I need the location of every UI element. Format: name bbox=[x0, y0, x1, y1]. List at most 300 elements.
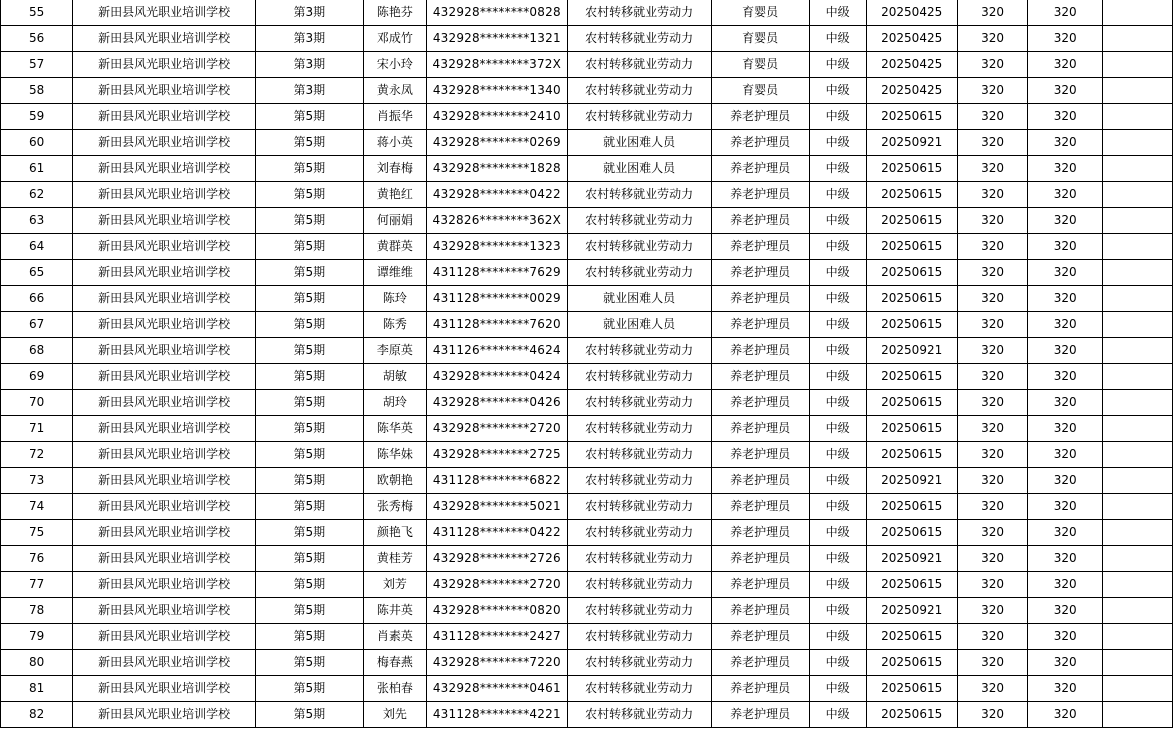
cell-date[interactable]: 20250615 bbox=[866, 104, 957, 130]
cell-occupation[interactable]: 养老护理员 bbox=[711, 650, 809, 676]
cell-amount[interactable]: 320 bbox=[1028, 624, 1103, 650]
cell-term[interactable]: 第5期 bbox=[255, 416, 363, 442]
cell-term[interactable]: 第5期 bbox=[255, 234, 363, 260]
cell-occupation[interactable]: 养老护理员 bbox=[711, 312, 809, 338]
cell-amount[interactable]: 320 bbox=[1028, 572, 1103, 598]
cell-category[interactable]: 农村转移就业劳动力 bbox=[567, 546, 711, 572]
cell-amount[interactable]: 320 bbox=[1028, 416, 1103, 442]
cell-seq-no[interactable]: 62 bbox=[1, 182, 73, 208]
cell-name[interactable]: 何丽娟 bbox=[363, 208, 426, 234]
cell-level[interactable]: 中级 bbox=[809, 416, 866, 442]
cell-category[interactable]: 就业困难人员 bbox=[567, 130, 711, 156]
cell-subsidy[interactable]: 320 bbox=[957, 520, 1028, 546]
cell-seq-no[interactable]: 67 bbox=[1, 312, 73, 338]
cell-subsidy[interactable]: 320 bbox=[957, 676, 1028, 702]
cell-school[interactable]: 新田县风光职业培训学校 bbox=[73, 156, 256, 182]
cell-occupation[interactable]: 育婴员 bbox=[711, 52, 809, 78]
cell-empty[interactable] bbox=[1102, 78, 1172, 104]
cell-category[interactable]: 农村转移就业劳动力 bbox=[567, 494, 711, 520]
cell-amount[interactable]: 320 bbox=[1028, 702, 1103, 728]
cell-seq-no[interactable]: 56 bbox=[1, 26, 73, 52]
cell-empty[interactable] bbox=[1102, 338, 1172, 364]
cell-amount[interactable]: 320 bbox=[1028, 130, 1103, 156]
cell-school[interactable]: 新田县风光职业培训学校 bbox=[73, 546, 256, 572]
cell-subsidy[interactable]: 320 bbox=[957, 416, 1028, 442]
cell-occupation[interactable]: 育婴员 bbox=[711, 0, 809, 26]
cell-date[interactable]: 20250921 bbox=[866, 130, 957, 156]
cell-school[interactable]: 新田县风光职业培训学校 bbox=[73, 572, 256, 598]
cell-level[interactable]: 中级 bbox=[809, 546, 866, 572]
cell-category[interactable]: 农村转移就业劳动力 bbox=[567, 0, 711, 26]
cell-amount[interactable]: 320 bbox=[1028, 390, 1103, 416]
cell-level[interactable]: 中级 bbox=[809, 130, 866, 156]
cell-date[interactable]: 20250615 bbox=[866, 624, 957, 650]
cell-school[interactable]: 新田县风光职业培训学校 bbox=[73, 26, 256, 52]
cell-school[interactable]: 新田县风光职业培训学校 bbox=[73, 0, 256, 26]
cell-empty[interactable] bbox=[1102, 702, 1172, 728]
cell-level[interactable]: 中级 bbox=[809, 468, 866, 494]
cell-term[interactable]: 第5期 bbox=[255, 520, 363, 546]
cell-category[interactable]: 农村转移就业劳动力 bbox=[567, 572, 711, 598]
cell-id-number[interactable]: 432826********362X bbox=[426, 208, 567, 234]
cell-date[interactable]: 20250615 bbox=[866, 442, 957, 468]
cell-school[interactable]: 新田县风光职业培训学校 bbox=[73, 78, 256, 104]
cell-amount[interactable]: 320 bbox=[1028, 78, 1103, 104]
cell-category[interactable]: 农村转移就业劳动力 bbox=[567, 338, 711, 364]
cell-seq-no[interactable]: 55 bbox=[1, 0, 73, 26]
cell-name[interactable]: 黄艳红 bbox=[363, 182, 426, 208]
cell-seq-no[interactable]: 57 bbox=[1, 52, 73, 78]
cell-date[interactable]: 20250921 bbox=[866, 338, 957, 364]
cell-school[interactable]: 新田县风光职业培训学校 bbox=[73, 520, 256, 546]
cell-id-number[interactable]: 432928********0828 bbox=[426, 0, 567, 26]
cell-seq-no[interactable]: 75 bbox=[1, 520, 73, 546]
cell-id-number[interactable]: 431128********6822 bbox=[426, 468, 567, 494]
cell-id-number[interactable]: 431128********0422 bbox=[426, 520, 567, 546]
cell-level[interactable]: 中级 bbox=[809, 0, 866, 26]
cell-subsidy[interactable]: 320 bbox=[957, 468, 1028, 494]
cell-subsidy[interactable]: 320 bbox=[957, 546, 1028, 572]
cell-empty[interactable] bbox=[1102, 650, 1172, 676]
cell-school[interactable]: 新田县风光职业培训学校 bbox=[73, 442, 256, 468]
cell-term[interactable]: 第5期 bbox=[255, 182, 363, 208]
cell-level[interactable]: 中级 bbox=[809, 286, 866, 312]
cell-amount[interactable]: 320 bbox=[1028, 494, 1103, 520]
cell-school[interactable]: 新田县风光职业培训学校 bbox=[73, 390, 256, 416]
cell-seq-no[interactable]: 59 bbox=[1, 104, 73, 130]
cell-id-number[interactable]: 432928********1828 bbox=[426, 156, 567, 182]
cell-term[interactable]: 第3期 bbox=[255, 0, 363, 26]
cell-id-number[interactable]: 432928********0269 bbox=[426, 130, 567, 156]
cell-category[interactable]: 农村转移就业劳动力 bbox=[567, 442, 711, 468]
cell-category[interactable]: 农村转移就业劳动力 bbox=[567, 702, 711, 728]
cell-category[interactable]: 农村转移就业劳动力 bbox=[567, 78, 711, 104]
cell-id-number[interactable]: 432928********2720 bbox=[426, 416, 567, 442]
cell-date[interactable]: 20250615 bbox=[866, 702, 957, 728]
cell-seq-no[interactable]: 68 bbox=[1, 338, 73, 364]
cell-level[interactable]: 中级 bbox=[809, 26, 866, 52]
cell-term[interactable]: 第5期 bbox=[255, 130, 363, 156]
cell-subsidy[interactable]: 320 bbox=[957, 390, 1028, 416]
cell-term[interactable]: 第5期 bbox=[255, 546, 363, 572]
cell-level[interactable]: 中级 bbox=[809, 494, 866, 520]
cell-level[interactable]: 中级 bbox=[809, 364, 866, 390]
cell-id-number[interactable]: 432928********0461 bbox=[426, 676, 567, 702]
cell-subsidy[interactable]: 320 bbox=[957, 52, 1028, 78]
cell-category[interactable]: 农村转移就业劳动力 bbox=[567, 390, 711, 416]
cell-amount[interactable]: 320 bbox=[1028, 364, 1103, 390]
cell-category[interactable]: 农村转移就业劳动力 bbox=[567, 26, 711, 52]
cell-empty[interactable] bbox=[1102, 312, 1172, 338]
cell-level[interactable]: 中级 bbox=[809, 78, 866, 104]
cell-subsidy[interactable]: 320 bbox=[957, 494, 1028, 520]
cell-id-number[interactable]: 432928********1321 bbox=[426, 26, 567, 52]
cell-school[interactable]: 新田县风光职业培训学校 bbox=[73, 624, 256, 650]
cell-occupation[interactable]: 养老护理员 bbox=[711, 156, 809, 182]
cell-seq-no[interactable]: 60 bbox=[1, 130, 73, 156]
cell-category[interactable]: 农村转移就业劳动力 bbox=[567, 182, 711, 208]
cell-category[interactable]: 农村转移就业劳动力 bbox=[567, 104, 711, 130]
cell-school[interactable]: 新田县风光职业培训学校 bbox=[73, 130, 256, 156]
cell-amount[interactable]: 320 bbox=[1028, 182, 1103, 208]
cell-name[interactable]: 陈玲 bbox=[363, 286, 426, 312]
cell-occupation[interactable]: 养老护理员 bbox=[711, 624, 809, 650]
cell-seq-no[interactable]: 58 bbox=[1, 78, 73, 104]
cell-name[interactable]: 梅春燕 bbox=[363, 650, 426, 676]
cell-occupation[interactable]: 养老护理员 bbox=[711, 338, 809, 364]
cell-category[interactable]: 就业困难人员 bbox=[567, 286, 711, 312]
cell-category[interactable]: 农村转移就业劳动力 bbox=[567, 208, 711, 234]
cell-date[interactable]: 20250615 bbox=[866, 286, 957, 312]
cell-id-number[interactable]: 432928********0820 bbox=[426, 598, 567, 624]
cell-school[interactable]: 新田县风光职业培训学校 bbox=[73, 286, 256, 312]
cell-empty[interactable] bbox=[1102, 104, 1172, 130]
cell-category[interactable]: 农村转移就业劳动力 bbox=[567, 676, 711, 702]
cell-school[interactable]: 新田县风光职业培训学校 bbox=[73, 52, 256, 78]
cell-empty[interactable] bbox=[1102, 546, 1172, 572]
cell-level[interactable]: 中级 bbox=[809, 650, 866, 676]
cell-empty[interactable] bbox=[1102, 624, 1172, 650]
cell-subsidy[interactable]: 320 bbox=[957, 104, 1028, 130]
cell-level[interactable]: 中级 bbox=[809, 624, 866, 650]
cell-school[interactable]: 新田县风光职业培训学校 bbox=[73, 312, 256, 338]
cell-seq-no[interactable]: 77 bbox=[1, 572, 73, 598]
cell-term[interactable]: 第5期 bbox=[255, 156, 363, 182]
cell-empty[interactable] bbox=[1102, 416, 1172, 442]
cell-name[interactable]: 黄群英 bbox=[363, 234, 426, 260]
cell-school[interactable]: 新田县风光职业培训学校 bbox=[73, 650, 256, 676]
cell-id-number[interactable]: 431128********7629 bbox=[426, 260, 567, 286]
cell-name[interactable]: 陈华妹 bbox=[363, 442, 426, 468]
cell-occupation[interactable]: 养老护理员 bbox=[711, 130, 809, 156]
cell-level[interactable]: 中级 bbox=[809, 338, 866, 364]
cell-empty[interactable] bbox=[1102, 260, 1172, 286]
cell-category[interactable]: 农村转移就业劳动力 bbox=[567, 364, 711, 390]
cell-name[interactable]: 陈井英 bbox=[363, 598, 426, 624]
cell-category[interactable]: 农村转移就业劳动力 bbox=[567, 624, 711, 650]
cell-amount[interactable]: 320 bbox=[1028, 676, 1103, 702]
cell-level[interactable]: 中级 bbox=[809, 234, 866, 260]
cell-occupation[interactable]: 养老护理员 bbox=[711, 702, 809, 728]
cell-amount[interactable]: 320 bbox=[1028, 26, 1103, 52]
cell-subsidy[interactable]: 320 bbox=[957, 702, 1028, 728]
cell-occupation[interactable]: 养老护理员 bbox=[711, 416, 809, 442]
cell-school[interactable]: 新田县风光职业培训学校 bbox=[73, 676, 256, 702]
cell-name[interactable]: 刘先 bbox=[363, 702, 426, 728]
cell-school[interactable]: 新田县风光职业培训学校 bbox=[73, 364, 256, 390]
cell-seq-no[interactable]: 71 bbox=[1, 416, 73, 442]
cell-amount[interactable]: 320 bbox=[1028, 468, 1103, 494]
cell-empty[interactable] bbox=[1102, 442, 1172, 468]
cell-level[interactable]: 中级 bbox=[809, 702, 866, 728]
cell-amount[interactable]: 320 bbox=[1028, 286, 1103, 312]
cell-term[interactable]: 第3期 bbox=[255, 52, 363, 78]
cell-subsidy[interactable]: 320 bbox=[957, 442, 1028, 468]
cell-date[interactable]: 20250615 bbox=[866, 182, 957, 208]
cell-category[interactable]: 农村转移就业劳动力 bbox=[567, 650, 711, 676]
cell-school[interactable]: 新田县风光职业培训学校 bbox=[73, 416, 256, 442]
cell-term[interactable]: 第5期 bbox=[255, 468, 363, 494]
cell-occupation[interactable]: 养老护理员 bbox=[711, 390, 809, 416]
cell-seq-no[interactable]: 79 bbox=[1, 624, 73, 650]
cell-date[interactable]: 20250615 bbox=[866, 676, 957, 702]
cell-id-number[interactable]: 431128********7620 bbox=[426, 312, 567, 338]
cell-name[interactable]: 邓成竹 bbox=[363, 26, 426, 52]
cell-level[interactable]: 中级 bbox=[809, 208, 866, 234]
cell-term[interactable]: 第5期 bbox=[255, 338, 363, 364]
cell-level[interactable]: 中级 bbox=[809, 572, 866, 598]
cell-id-number[interactable]: 431128********0029 bbox=[426, 286, 567, 312]
cell-date[interactable]: 20250921 bbox=[866, 546, 957, 572]
cell-level[interactable]: 中级 bbox=[809, 182, 866, 208]
cell-id-number[interactable]: 432928********7220 bbox=[426, 650, 567, 676]
cell-category[interactable]: 农村转移就业劳动力 bbox=[567, 598, 711, 624]
cell-date[interactable]: 20250615 bbox=[866, 156, 957, 182]
cell-name[interactable]: 黄桂芳 bbox=[363, 546, 426, 572]
cell-name[interactable]: 颜艳飞 bbox=[363, 520, 426, 546]
cell-subsidy[interactable]: 320 bbox=[957, 260, 1028, 286]
cell-empty[interactable] bbox=[1102, 520, 1172, 546]
cell-amount[interactable]: 320 bbox=[1028, 52, 1103, 78]
cell-id-number[interactable]: 432928********1323 bbox=[426, 234, 567, 260]
cell-school[interactable]: 新田县风光职业培训学校 bbox=[73, 338, 256, 364]
cell-subsidy[interactable]: 320 bbox=[957, 78, 1028, 104]
cell-subsidy[interactable]: 320 bbox=[957, 598, 1028, 624]
cell-occupation[interactable]: 养老护理员 bbox=[711, 104, 809, 130]
cell-subsidy[interactable]: 320 bbox=[957, 0, 1028, 26]
cell-name[interactable]: 胡敏 bbox=[363, 364, 426, 390]
cell-amount[interactable]: 320 bbox=[1028, 598, 1103, 624]
cell-empty[interactable] bbox=[1102, 468, 1172, 494]
cell-level[interactable]: 中级 bbox=[809, 260, 866, 286]
cell-name[interactable]: 陈华英 bbox=[363, 416, 426, 442]
cell-occupation[interactable]: 养老护理员 bbox=[711, 208, 809, 234]
cell-empty[interactable] bbox=[1102, 182, 1172, 208]
cell-term[interactable]: 第5期 bbox=[255, 650, 363, 676]
cell-term[interactable]: 第5期 bbox=[255, 312, 363, 338]
cell-amount[interactable]: 320 bbox=[1028, 208, 1103, 234]
cell-subsidy[interactable]: 320 bbox=[957, 338, 1028, 364]
cell-seq-no[interactable]: 63 bbox=[1, 208, 73, 234]
cell-level[interactable]: 中级 bbox=[809, 442, 866, 468]
cell-date[interactable]: 20250615 bbox=[866, 520, 957, 546]
cell-empty[interactable] bbox=[1102, 234, 1172, 260]
cell-empty[interactable] bbox=[1102, 286, 1172, 312]
cell-id-number[interactable]: 431126********4624 bbox=[426, 338, 567, 364]
cell-seq-no[interactable]: 80 bbox=[1, 650, 73, 676]
cell-name[interactable]: 刘芳 bbox=[363, 572, 426, 598]
cell-level[interactable]: 中级 bbox=[809, 390, 866, 416]
cell-id-number[interactable]: 431128********4221 bbox=[426, 702, 567, 728]
cell-empty[interactable] bbox=[1102, 0, 1172, 26]
cell-occupation[interactable]: 养老护理员 bbox=[711, 234, 809, 260]
cell-subsidy[interactable]: 320 bbox=[957, 182, 1028, 208]
cell-subsidy[interactable]: 320 bbox=[957, 624, 1028, 650]
cell-name[interactable]: 肖素英 bbox=[363, 624, 426, 650]
cell-seq-no[interactable]: 65 bbox=[1, 260, 73, 286]
cell-term[interactable]: 第5期 bbox=[255, 494, 363, 520]
cell-date[interactable]: 20250615 bbox=[866, 260, 957, 286]
cell-term[interactable]: 第5期 bbox=[255, 598, 363, 624]
cell-name[interactable]: 刘春梅 bbox=[363, 156, 426, 182]
cell-name[interactable]: 张秀梅 bbox=[363, 494, 426, 520]
cell-subsidy[interactable]: 320 bbox=[957, 26, 1028, 52]
cell-school[interactable]: 新田县风光职业培训学校 bbox=[73, 598, 256, 624]
cell-term[interactable]: 第5期 bbox=[255, 104, 363, 130]
cell-term[interactable]: 第5期 bbox=[255, 442, 363, 468]
cell-seq-no[interactable]: 82 bbox=[1, 702, 73, 728]
cell-occupation[interactable]: 养老护理员 bbox=[711, 182, 809, 208]
cell-name[interactable]: 肖振华 bbox=[363, 104, 426, 130]
cell-seq-no[interactable]: 73 bbox=[1, 468, 73, 494]
cell-date[interactable]: 20250425 bbox=[866, 52, 957, 78]
cell-date[interactable]: 20250615 bbox=[866, 234, 957, 260]
cell-occupation[interactable]: 养老护理员 bbox=[711, 364, 809, 390]
cell-amount[interactable]: 320 bbox=[1028, 312, 1103, 338]
cell-id-number[interactable]: 432928********2410 bbox=[426, 104, 567, 130]
cell-category[interactable]: 农村转移就业劳动力 bbox=[567, 520, 711, 546]
cell-empty[interactable] bbox=[1102, 130, 1172, 156]
cell-seq-no[interactable]: 69 bbox=[1, 364, 73, 390]
cell-amount[interactable]: 320 bbox=[1028, 234, 1103, 260]
cell-empty[interactable] bbox=[1102, 598, 1172, 624]
cell-school[interactable]: 新田县风光职业培训学校 bbox=[73, 234, 256, 260]
cell-term[interactable]: 第5期 bbox=[255, 364, 363, 390]
cell-date[interactable]: 20250615 bbox=[866, 416, 957, 442]
cell-id-number[interactable]: 432928********0424 bbox=[426, 364, 567, 390]
cell-empty[interactable] bbox=[1102, 156, 1172, 182]
cell-amount[interactable]: 320 bbox=[1028, 442, 1103, 468]
cell-subsidy[interactable]: 320 bbox=[957, 156, 1028, 182]
cell-empty[interactable] bbox=[1102, 26, 1172, 52]
cell-occupation[interactable]: 养老护理员 bbox=[711, 598, 809, 624]
cell-name[interactable]: 胡玲 bbox=[363, 390, 426, 416]
cell-term[interactable]: 第5期 bbox=[255, 702, 363, 728]
cell-date[interactable]: 20250615 bbox=[866, 390, 957, 416]
cell-empty[interactable] bbox=[1102, 390, 1172, 416]
cell-name[interactable]: 蒋小英 bbox=[363, 130, 426, 156]
cell-category[interactable]: 农村转移就业劳动力 bbox=[567, 260, 711, 286]
cell-date[interactable]: 20250425 bbox=[866, 0, 957, 26]
cell-term[interactable]: 第5期 bbox=[255, 390, 363, 416]
cell-school[interactable]: 新田县风光职业培训学校 bbox=[73, 182, 256, 208]
cell-empty[interactable] bbox=[1102, 572, 1172, 598]
cell-name[interactable]: 欧朝艳 bbox=[363, 468, 426, 494]
cell-name[interactable]: 李原英 bbox=[363, 338, 426, 364]
cell-seq-no[interactable]: 61 bbox=[1, 156, 73, 182]
cell-category[interactable]: 就业困难人员 bbox=[567, 156, 711, 182]
cell-id-number[interactable]: 432928********5021 bbox=[426, 494, 567, 520]
cell-subsidy[interactable]: 320 bbox=[957, 234, 1028, 260]
cell-category[interactable]: 农村转移就业劳动力 bbox=[567, 416, 711, 442]
cell-amount[interactable]: 320 bbox=[1028, 546, 1103, 572]
cell-level[interactable]: 中级 bbox=[809, 52, 866, 78]
cell-term[interactable]: 第3期 bbox=[255, 78, 363, 104]
cell-seq-no[interactable]: 70 bbox=[1, 390, 73, 416]
cell-date[interactable]: 20250615 bbox=[866, 364, 957, 390]
cell-date[interactable]: 20250921 bbox=[866, 598, 957, 624]
cell-occupation[interactable]: 养老护理员 bbox=[711, 546, 809, 572]
cell-level[interactable]: 中级 bbox=[809, 312, 866, 338]
cell-amount[interactable]: 320 bbox=[1028, 338, 1103, 364]
cell-seq-no[interactable]: 72 bbox=[1, 442, 73, 468]
cell-date[interactable]: 20250921 bbox=[866, 468, 957, 494]
cell-occupation[interactable]: 育婴员 bbox=[711, 26, 809, 52]
cell-name[interactable]: 张柏春 bbox=[363, 676, 426, 702]
cell-amount[interactable]: 320 bbox=[1028, 650, 1103, 676]
cell-name[interactable]: 陈艳芬 bbox=[363, 0, 426, 26]
cell-id-number[interactable]: 432928********2726 bbox=[426, 546, 567, 572]
cell-subsidy[interactable]: 320 bbox=[957, 130, 1028, 156]
cell-id-number[interactable]: 432928********372X bbox=[426, 52, 567, 78]
cell-occupation[interactable]: 养老护理员 bbox=[711, 676, 809, 702]
cell-level[interactable]: 中级 bbox=[809, 676, 866, 702]
cell-subsidy[interactable]: 320 bbox=[957, 208, 1028, 234]
cell-term[interactable]: 第5期 bbox=[255, 572, 363, 598]
cell-occupation[interactable]: 养老护理员 bbox=[711, 260, 809, 286]
cell-term[interactable]: 第5期 bbox=[255, 286, 363, 312]
cell-date[interactable]: 20250615 bbox=[866, 208, 957, 234]
cell-subsidy[interactable]: 320 bbox=[957, 650, 1028, 676]
cell-id-number[interactable]: 431128********2427 bbox=[426, 624, 567, 650]
cell-term[interactable]: 第5期 bbox=[255, 676, 363, 702]
cell-term[interactable]: 第5期 bbox=[255, 208, 363, 234]
cell-school[interactable]: 新田县风光职业培训学校 bbox=[73, 702, 256, 728]
cell-school[interactable]: 新田县风光职业培训学校 bbox=[73, 468, 256, 494]
cell-subsidy[interactable]: 320 bbox=[957, 572, 1028, 598]
cell-date[interactable]: 20250615 bbox=[866, 494, 957, 520]
cell-school[interactable]: 新田县风光职业培训学校 bbox=[73, 104, 256, 130]
cell-level[interactable]: 中级 bbox=[809, 520, 866, 546]
cell-category[interactable]: 就业困难人员 bbox=[567, 312, 711, 338]
cell-school[interactable]: 新田县风光职业培训学校 bbox=[73, 260, 256, 286]
cell-empty[interactable] bbox=[1102, 676, 1172, 702]
cell-subsidy[interactable]: 320 bbox=[957, 364, 1028, 390]
cell-id-number[interactable]: 432928********2725 bbox=[426, 442, 567, 468]
cell-amount[interactable]: 320 bbox=[1028, 156, 1103, 182]
cell-amount[interactable]: 320 bbox=[1028, 260, 1103, 286]
cell-id-number[interactable]: 432928********2720 bbox=[426, 572, 567, 598]
cell-empty[interactable] bbox=[1102, 494, 1172, 520]
cell-level[interactable]: 中级 bbox=[809, 104, 866, 130]
cell-name[interactable]: 陈秀 bbox=[363, 312, 426, 338]
cell-seq-no[interactable]: 74 bbox=[1, 494, 73, 520]
cell-date[interactable]: 20250615 bbox=[866, 572, 957, 598]
cell-occupation[interactable]: 养老护理员 bbox=[711, 494, 809, 520]
cell-empty[interactable] bbox=[1102, 364, 1172, 390]
cell-subsidy[interactable]: 320 bbox=[957, 312, 1028, 338]
cell-term[interactable]: 第5期 bbox=[255, 624, 363, 650]
